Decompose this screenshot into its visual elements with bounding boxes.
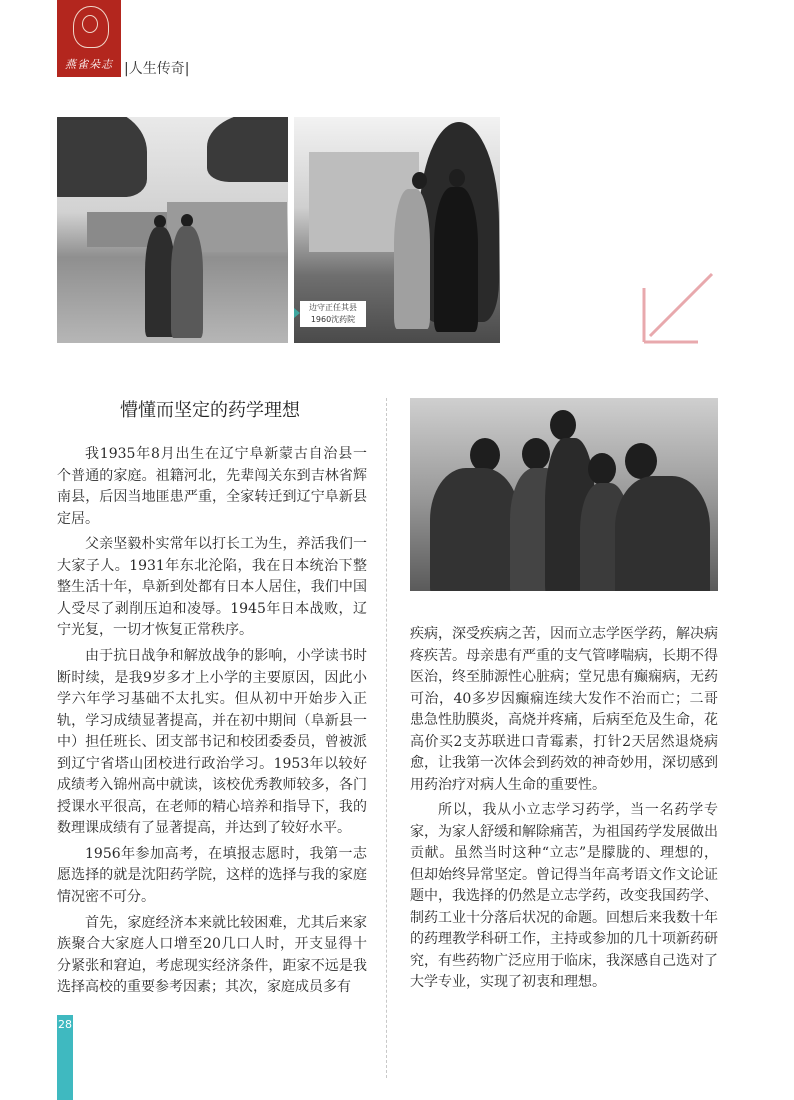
person-figure (434, 187, 478, 332)
logo-text: 燕雀朵志 (65, 58, 113, 71)
right-column (410, 624, 718, 998)
paragraph: 我1935年8月出生在辽宁阜新蒙古自治县一个普通的家庭。祖籍河北，先辈闯关东到吉林省辉南县，后因当地匪患严重，全家转迁到辽宁阜新县定居。 (57, 446, 367, 527)
paragraph: 首先，家庭经济本来就比较困难，尤其后来家族聚合大家庭人口增至20几口人时，开支显得十分紧张和窘迫，考虑现实经济条件，距家不远是我选择高校的重要参考因素；其次，家庭成员多有 (57, 914, 367, 996)
section-name: 人生传奇 (128, 61, 185, 77)
photo-caption: 边守正任其县 1960沈药院 (300, 301, 366, 327)
person-head (412, 172, 427, 189)
person-head (625, 443, 657, 479)
paragraph: 所以，我从小立志学习药学，当一名药学专家，为家人舒缓和解除痛苦，为祖国药学发展做出贡献。虽然当时这种“立志”是朦胧的、理想的，但却始终异常坚定。曾记得当年高考语文作文论证题中，我选择的仍然是立志学药，改变我国药学、制药工业十分落后状况的命题。回想后来我数十年的药理教学科研工作，主持或参加的几十项新药研究，有些药物广泛应用于临床，我深感自己选对了大学专业，实现了初衷和理想。 (410, 802, 718, 991)
portrait-emblem (73, 6, 109, 48)
person-head (550, 410, 576, 440)
paragraph: 父亲坚毅朴实常年以打长工为生，养活我们一大家子人。1931年东北沦陷，我在日本统治下整整生活十年，阜新到处都有日本人居住，我们中国人受尽了剥削压迫和凌辱。1945年日本战败，辽宁光复，一切才恢复正常秩序。 (57, 536, 367, 639)
article-title: 懵懂而坚定的药学理想 (120, 400, 300, 421)
section-label: |人生传奇| (124, 61, 190, 77)
person-head (470, 438, 500, 472)
person-figure (394, 189, 430, 329)
photo-two-men-campus (57, 117, 288, 343)
person-head (449, 169, 465, 187)
magazine-logo (57, 0, 121, 77)
photo-group-students (410, 398, 718, 591)
left-column (57, 444, 367, 1003)
person-head (522, 438, 550, 470)
tree (57, 117, 147, 197)
tree (207, 117, 288, 182)
person-figure (430, 468, 520, 591)
person-figure (171, 226, 203, 338)
paragraph: 1956年参加高考，在填报志愿时，我第一志愿选择的就是沈阳药学院，这样的选择与我的家庭情况密不可分。 (57, 845, 367, 905)
paragraph-continued: 疾病，深受疾病之苦，因而立志学医学药，解决病疼疾苦。母亲患有严重的支气管哮喘病，长期不得医治，终至肺源性心脏病；堂兄患有癫痫病，无药可治，40多岁因癫痫连续大发作不治而亡；二哥患急性肋膜炎，高烧并疼痛，后病至危及生命，花高价买2支苏联进口青霉素，打针2天居然退烧病愈，让我第一次体会到药效的神奇妙用，深切感到用药治疗对病人生命的重要性。 (410, 626, 718, 793)
column-divider (386, 398, 387, 1078)
page-number: 28 (58, 1018, 72, 1031)
arrow-decoration-icon (638, 268, 718, 348)
person-figure (615, 476, 710, 591)
paragraph: 由于抗日战争和解放战争的影响，小学读书时断时续，是我9岁多才上小学的主要原因，因此小学六年学习基础不太扎实。但从初中开始步入正轨，学习成绩显著提高，并在初中期间（阜新县一中）担任班长、团支部书记和校团委委员，曾被派到辽宁省塔山团校进行政治学习。1953年以较好成绩考入锦州高中就读，该校优秀教师较多，各门授课水平很高，在老师的精心培养和指导下，我的数理课成绩有了显著提高，并达到了较好水平。 (57, 648, 367, 837)
person-head (588, 453, 616, 485)
